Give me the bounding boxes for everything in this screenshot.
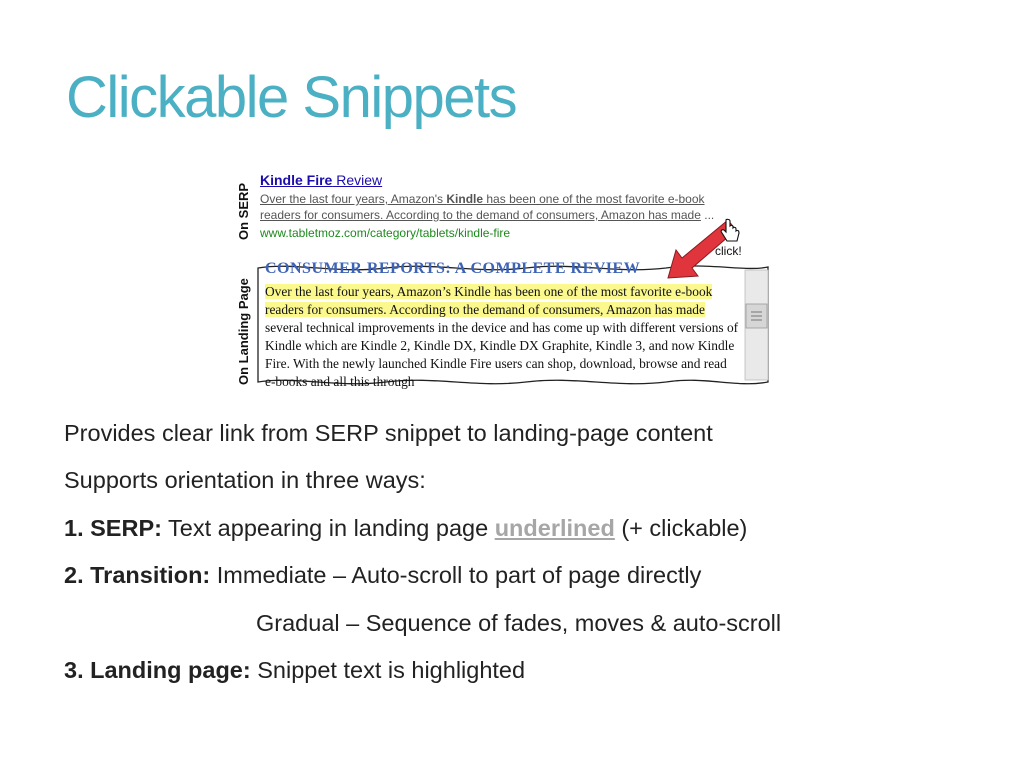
bullet-text: Immediate – Auto-scroll to part of page directly xyxy=(210,562,702,588)
serp-snippet-underlined[interactable] xyxy=(260,192,705,222)
bullet-text: Text appearing in landing page xyxy=(161,515,495,541)
serp-url: www.tabletmoz.com/category/tablets/kindle-fire xyxy=(260,226,511,240)
snippet-figure xyxy=(232,166,774,416)
on-serp-label: On SERP xyxy=(236,182,251,240)
click-label: click! xyxy=(715,244,742,258)
arrow-icon xyxy=(662,212,772,322)
on-landing-page-label: On Landing Page xyxy=(236,278,251,385)
slide-title: Clickable Snippets xyxy=(66,65,517,130)
serp-snippet-ellipsis: ... xyxy=(700,208,715,222)
serp-title-bold: Kindle Fire xyxy=(260,172,333,188)
transition-heading: 2. Transition: xyxy=(64,562,211,588)
bullet-line-2: Supports orientation in three ways: xyxy=(64,467,426,493)
highlighted-snippet-text: Over the last four years, Amazon’s Kindle has been one of the most favorite e-book readers for consumers. According to the demand of consumers, Amazon has made xyxy=(265,284,713,317)
landing-heading: CONSUMER REPORTS: A COMPLETE REVIEW xyxy=(265,260,641,277)
serp-snippet-part: readers for consumers. According to the demand of consumers, Amazon has made xyxy=(260,208,701,222)
serp-heading: 1. SERP: xyxy=(64,515,162,541)
serp-snippet-part: Over the last four years, Amazon's xyxy=(260,192,447,206)
underlined-example: underlined xyxy=(494,515,615,541)
serp-title-rest: Review xyxy=(332,172,383,188)
bullet-text: Snippet text is highlighted xyxy=(250,657,526,683)
bullet-line-3 xyxy=(64,515,747,542)
landing-page-heading: 3. Landing page: xyxy=(64,657,251,683)
bullet-line-1: Provides clear link from SERP snippet to landing-page content xyxy=(64,420,713,446)
serp-snippet-part: has been one of the most favorite e-book xyxy=(483,192,705,206)
serp-result-title[interactable] xyxy=(260,171,770,189)
bullet-line-6 xyxy=(64,657,525,684)
landing-rest-text: several technical improvements in the device and has come up with different versions of Kindle which are Kindle 2, Kindle DX, Kindle DX Graphite, Kindle 3, and now Kindle Fire. With the newly launched Kindle Fire users can shop, download, browse and read e-books and all this through xyxy=(265,320,739,389)
serp-snippet-bold: Kindle xyxy=(446,192,484,206)
bullet-text: (+ clickable) xyxy=(614,515,748,541)
serp-title-link[interactable] xyxy=(260,172,382,188)
hand-cursor-icon xyxy=(718,219,742,245)
bullet-line-4 xyxy=(64,562,701,589)
bullet-line-5: Gradual – Sequence of fades, moves & auto-scroll xyxy=(256,610,782,636)
